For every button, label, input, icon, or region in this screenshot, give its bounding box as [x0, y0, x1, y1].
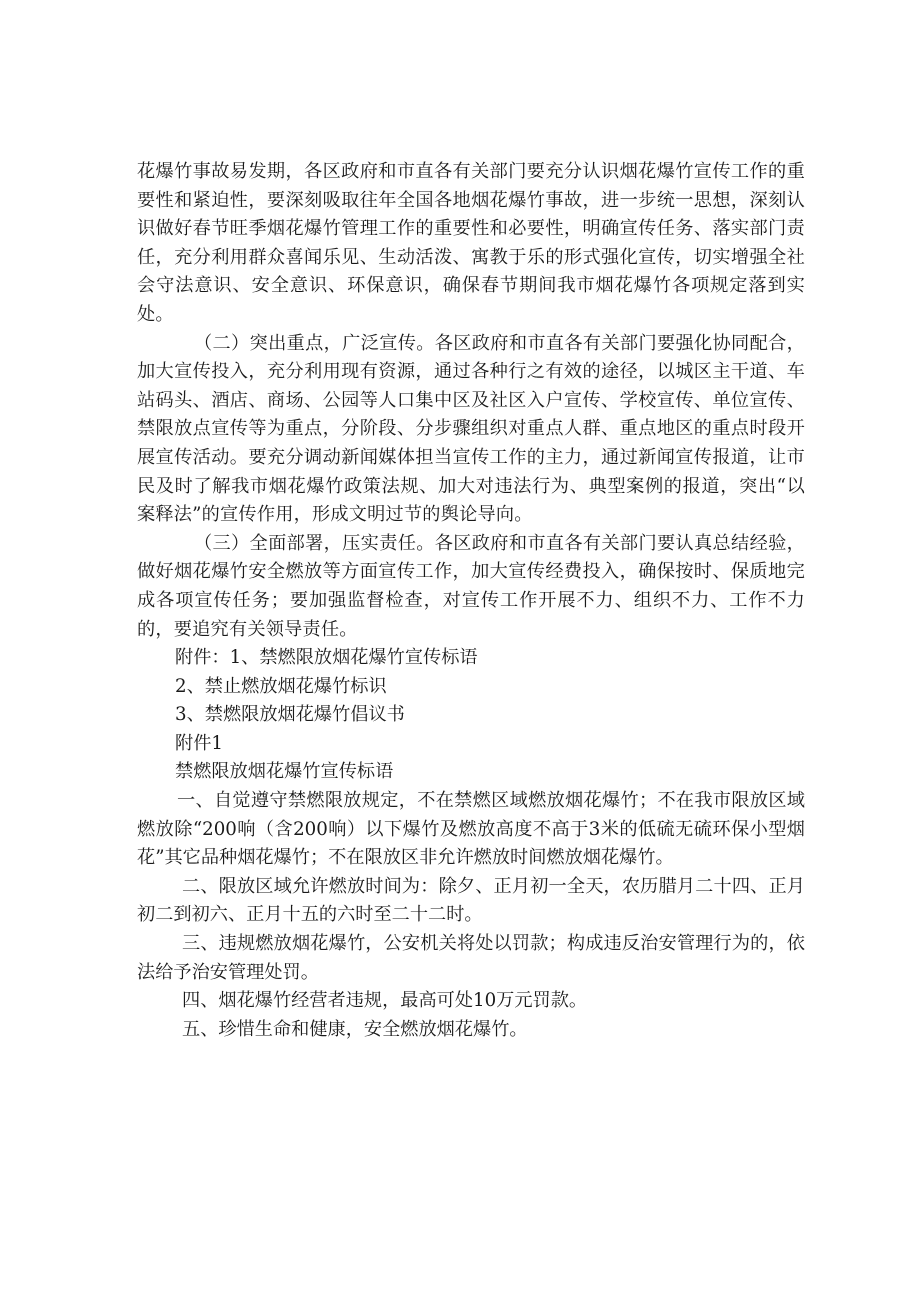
- attachment-list-item-2: 2、禁止燃放烟花爆竹标识: [175, 675, 387, 697]
- slogan-item-1: 一、自觉遵守禁燃限放规定，不在禁燃区域燃放烟花爆竹；不在我市限放区域燃放除“200响（含200响）以下爆竹及燃放高度不高于3米的低硫无硫环保小型烟花”其它品种烟花爆竹；不在限放区非允许燃放时间燃放烟花爆竹。: [137, 790, 805, 869]
- document-body: [137, 158, 805, 1044]
- slogan-item-3: 三、违规燃放烟花爆竹，公安机关将处以罚款；构成违反治安管理行为的，依法给予治安管理处罚。: [137, 933, 805, 983]
- slogan-item-4: 四、烟花爆竹经营者违规，最高可处10万元罚款。: [182, 990, 588, 1012]
- slogans-title: 禁燃限放烟花爆竹宣传标语: [175, 761, 394, 783]
- attachment-list-item-3: 3、禁燃限放烟花爆竹倡议书: [175, 704, 405, 726]
- paragraph-section-three: （三）全面部署，压实责任。各区政府和市直各有关部门要认真总结经验，做好烟花爆竹安全燃放等方面宣传工作，加大宣传经费投入，确保按时、保质地完成各项宣传任务；要加强监督检查，对宣传工作开展不力、组织不力、工作不力的，要追究有关领导责任。: [137, 532, 805, 640]
- slogan-item-2: 二、限放区域允许燃放时间为：除夕、正月初一全天，农历腊月二十四、正月初二到初六、正月十五的六时至二十二时。: [137, 875, 805, 926]
- slogan-item-5: 五、珍惜生命和健康，安全燃放烟花爆竹。: [182, 1018, 528, 1040]
- attachment-heading: 附件1: [175, 732, 223, 754]
- paragraph-continuation: 花爆竹事故易发期，各区政府和市直各有关部门要充分认识烟花爆竹宣传工作的重要性和紧迫性，要深刻吸取往年全国各地烟花爆竹事故，进一步统一思想，深刻认识做好春节旺季烟花爆竹管理工作的重要性和必要性，明确宣传任务、落实部门责任，充分利用群众喜闻乐见、生动活泼、寓教于乐的形式强化宣传，切实增强全社会守法意识、安全意识、环保意识，确保春节期间我市烟花爆竹各项规定落到实处。: [137, 161, 805, 325]
- attachment-list-item-1: 附件：1、禁燃限放烟花爆竹宣传标语: [175, 647, 478, 669]
- paragraph-section-two: （二）突出重点，广泛宣传。各区政府和市直各有关部门要强化协同配合，加大宣传投入，充分利用现有资源，通过各种行之有效的途径，以城区主干道、车站码头、酒店、商场、公园等人口集中区及社区入户宣传、学校宣传、单位宣传、禁限放点宣传等为重点，分阶段、分步骤组织对重点人群、重点地区的重点时段开展宣传活动。要充分调动新闻媒体担当宣传工作的主力，通过新闻宣传报道，让市民及时了解我市烟花爆竹政策法规、加大对违法行为、典型案例的报道，突出“以案释法”的宣传作用，形成文明过节的舆论导向。: [137, 332, 805, 526]
